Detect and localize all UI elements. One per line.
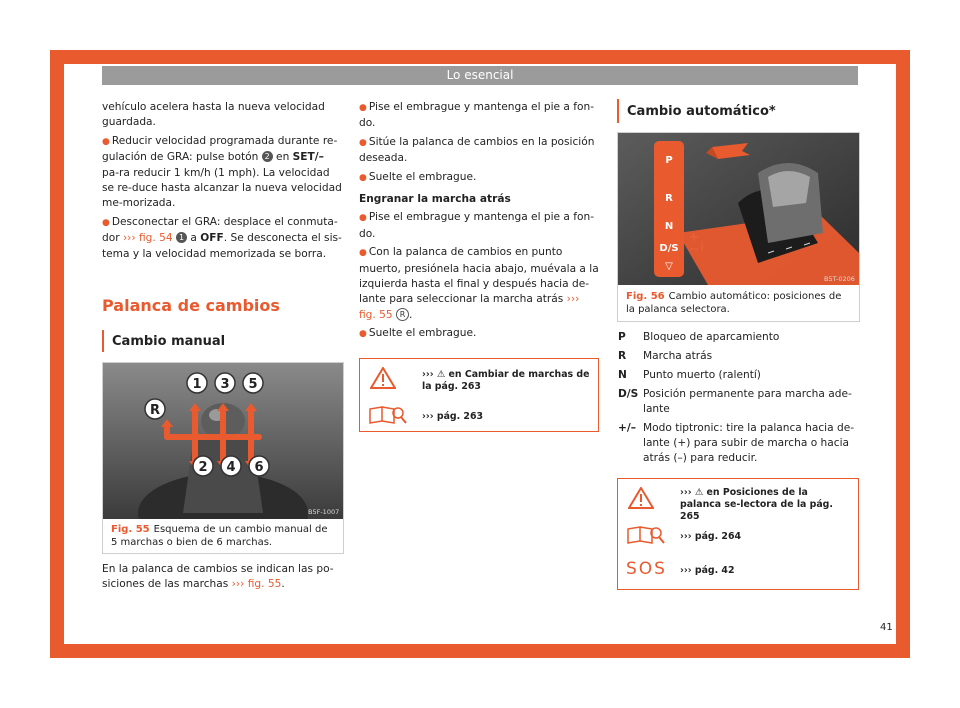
left-paragraph-1: vehículo acelera hasta la nueva velocidad guardada.	[102, 101, 325, 129]
bullet-icon: ●	[359, 172, 367, 183]
right-note-warning-ref[interactable]: ››› ⚠ en Posiciones de la palanca se-lectora de la pág. 265	[680, 487, 833, 522]
gear-label-r: R	[149, 403, 161, 418]
reverse-gear-heading: Engranar la marcha atrás	[359, 193, 511, 206]
book-search-icon	[368, 403, 408, 425]
fig-55-caption: Fig. 55 Esquema de un cambio manual de 5 marchas o bien de 6 marchas.	[111, 524, 328, 548]
fig-55-link[interactable]: ››› fig. 55	[231, 578, 282, 591]
left-column	[102, 100, 342, 265]
off-key-label: OFF	[200, 232, 224, 245]
fig-55-image	[103, 363, 343, 519]
warning-icon	[370, 367, 396, 389]
right-note-sos-ref[interactable]: ››› pág. 42	[680, 565, 735, 576]
middle-bullet-4: ● Pise el embrague y mantenga el pie a fon-do.	[359, 211, 595, 240]
middle-note-page-ref[interactable]: ››› pág. 263	[422, 411, 483, 422]
callout-1-icon: 1	[176, 232, 187, 243]
bullet-icon: ●	[102, 217, 110, 228]
middle-bullet-1: ● Pise el embrague y mantenga el pie a fon-do.	[359, 101, 595, 130]
left-bullet-2: ● Desconectar el GRA: desplace el conmuta-dor ››› fig. 54 1 a OFF. Se desconecta el sis-tema y la velocidad memorizada se borra.	[102, 215, 342, 260]
subsection-bar	[102, 330, 104, 352]
fig-55-box	[102, 362, 344, 554]
selector-label-down: ▽	[665, 261, 673, 272]
left-bullet-1: ● Reducir velocidad programada durante re-gulación de GRA: pulse botón 2 en SET/– pa-ra reducir 1 km/h (1 mph). La velocidad se re-duce hasta alcanzar la nueva velocidad me-morizada.	[102, 134, 342, 210]
gear-label-1: 1	[192, 377, 202, 392]
subsection-automatic-title: Cambio automático*	[627, 104, 776, 119]
middle-note-box	[359, 358, 599, 432]
bullet-icon: ●	[102, 136, 110, 147]
selector-label-n: N	[664, 221, 674, 232]
legend-row-n: N Punto muerto (ralentí)	[618, 369, 761, 381]
automatic-selector-illustration	[618, 133, 859, 285]
set-key-label: SET/–	[292, 151, 324, 164]
right-note-box	[617, 478, 859, 590]
fig-56-caption: Fig. 56 Cambio automático: posiciones de la palanca selectora.	[626, 291, 842, 315]
middle-column	[359, 100, 599, 346]
bullet-icon: ●	[359, 248, 367, 259]
callout-r-icon: R	[396, 308, 409, 321]
fig-54-link[interactable]: ››› fig. 54	[122, 232, 173, 245]
legend-row-ds: D/S Posición permanente para marcha ade-lante	[618, 388, 852, 415]
bullet-icon: ●	[359, 103, 367, 113]
middle-bullet-5: ● Con la palanca de cambios en punto muerto, presiónela hacia abajo, muévala a la izquierda hasta el final y después hacia de-lante para seleccionar la marcha atrás ››› fig. 55 R .	[359, 246, 599, 321]
callout-2-icon: 2	[262, 151, 273, 162]
gear-label-5: 5	[248, 377, 258, 392]
section-title: Palanca de cambios	[102, 296, 280, 315]
fig-56-box	[617, 132, 860, 322]
middle-bullet-6: ● Suelte el embrague.	[359, 327, 477, 340]
page-number: 41	[880, 622, 893, 633]
page-header: Lo esencial	[102, 66, 858, 85]
fig-56-code: B5T-0206	[824, 275, 855, 283]
fig-56-image	[618, 133, 859, 285]
selector-label-r: R	[665, 193, 673, 204]
gear-label-3: 3	[220, 377, 230, 392]
book-search-icon	[626, 523, 666, 545]
legend-row-r: R Marcha atrás	[618, 350, 713, 362]
warning-icon	[628, 487, 654, 509]
legend-row-p: P Bloqueo de aparcamiento	[618, 331, 780, 343]
bullet-icon: ●	[359, 213, 367, 224]
middle-note-warning-ref[interactable]: ››› ⚠ en Cambiar de marchas de la pág. 263	[422, 369, 590, 392]
selector-label-p: P	[665, 155, 673, 166]
subsection-manual-title: Cambio manual	[112, 334, 226, 349]
middle-bullet-2: ● Sitúe la palanca de cambios en la posición deseada.	[359, 135, 595, 165]
middle-bullet-3: ● Suelte el embrague.	[359, 170, 477, 183]
sos-icon: SOS	[626, 559, 667, 579]
selector-label-ds: D/S	[659, 243, 679, 254]
legend-row-tiptronic: +/– Modo tiptronic: tire la palanca hacia de-lante (+) para subir de marcha o hacia atrás (–) para reducir.	[618, 422, 855, 464]
manual-gearshift-illustration	[103, 363, 343, 519]
fig-55-code: B5F-1007	[308, 508, 340, 516]
selector-legend	[618, 330, 858, 470]
gear-label-2: 2	[198, 460, 208, 475]
bullet-icon: ●	[359, 137, 367, 148]
bullet-icon: ●	[359, 329, 367, 340]
left-closing-paragraph: En la palanca de cambios se indican las po-siciones de las marchas ››› fig. 55.	[102, 563, 334, 591]
right-note-page-ref[interactable]: ››› pág. 264	[680, 531, 741, 542]
fig-55-link[interactable]: ››› fig. 55	[359, 293, 580, 321]
gear-label-4: 4	[226, 460, 236, 475]
gear-label-6: 6	[254, 460, 264, 475]
subsection-bar	[617, 99, 619, 123]
